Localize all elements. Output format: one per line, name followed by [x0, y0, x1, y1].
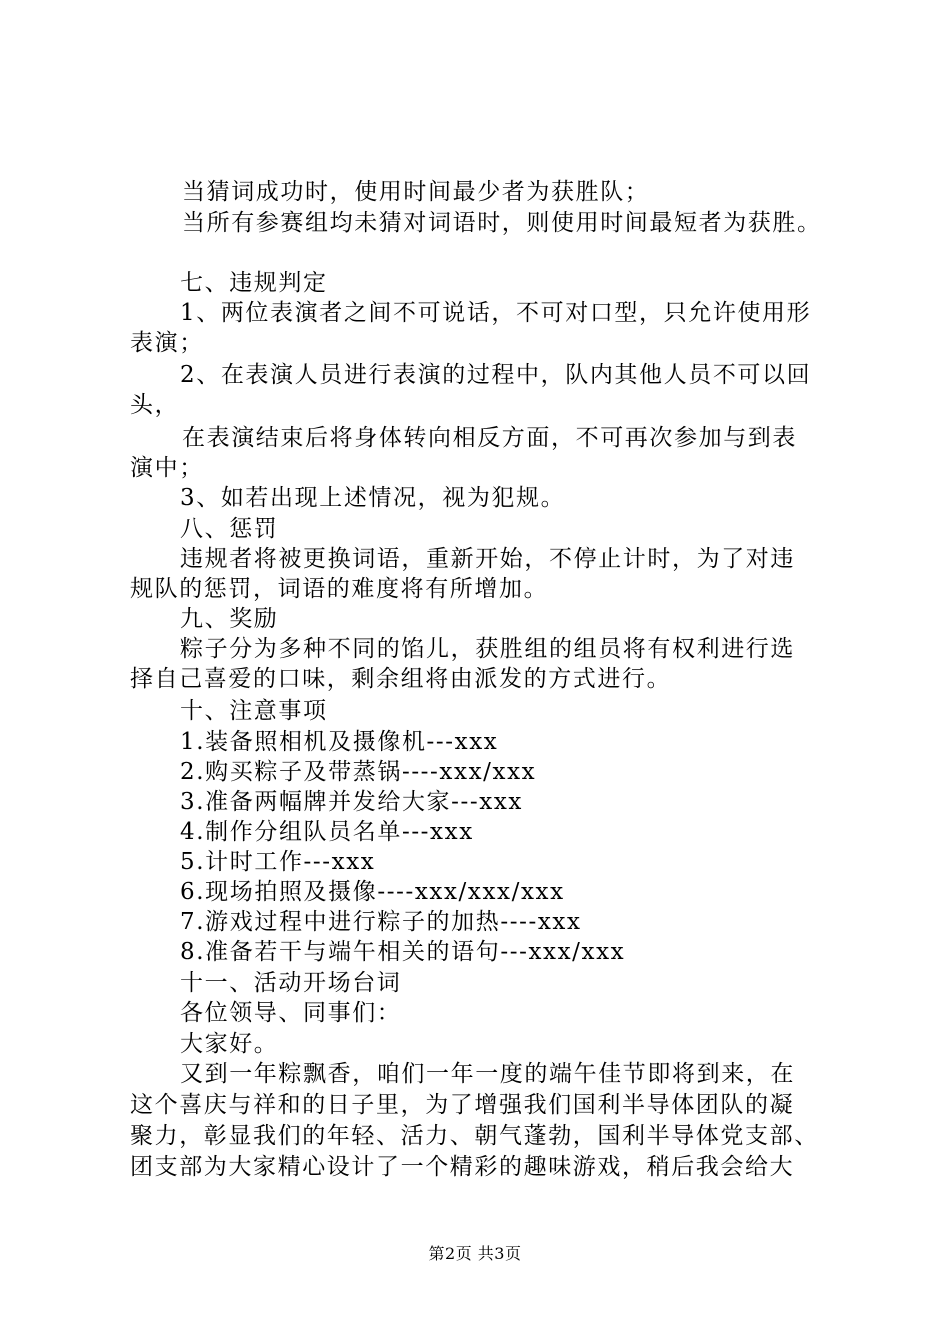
text-line: 演中； [130, 455, 204, 481]
text-line: 大家好。 [180, 1031, 279, 1057]
section-heading: 九、奖励 [180, 606, 279, 632]
text-line: 2、在表演人员进行表演的过程中，队内其他人员不可以回 [180, 362, 812, 388]
list-item: 3.准备两幅牌并发给大家---xxx [180, 789, 523, 815]
list-item: 4.制作分组队员名单---xxx [180, 819, 474, 845]
text-line: 头， [130, 392, 180, 418]
list-item: 6.现场拍照及摄像----xxx/xxx/xxx [180, 879, 565, 905]
text-line: 当所有参赛组均未猜对词语时，则使用时间最短者为获胜。 [182, 210, 822, 236]
text-line: 择自己喜爱的口味，剩余组将由派发的方式进行。 [130, 666, 672, 692]
text-line: 1、两位表演者之间不可说话，不可对口型，只允许使用形 [180, 300, 812, 326]
text-line: 在表演结束后将身体转向相反方面，不可再次参加与到表 [182, 425, 797, 451]
page-footer: 第2页 共3页 [428, 1244, 522, 1263]
text-line: 这个喜庆与祥和的日子里，为了增强我们国利半导体团队的凝 [130, 1092, 795, 1118]
text-line: 违规者将被更换词语，重新开始，不停止计时，为了对违 [180, 546, 795, 572]
text-line: 3、如若出现上述情况，视为犯规。 [180, 485, 566, 511]
list-item: 2.购买粽子及带蒸锅----xxx/xxx [180, 759, 537, 785]
list-item: 7.游戏过程中进行粽子的加热----xxx [180, 909, 582, 935]
text-line: 各位领导、同事们： [180, 1000, 402, 1026]
section-heading: 十一、活动开场台词 [180, 970, 402, 996]
text-line: 粽子分为多种不同的馅儿，获胜组的组员将有权利进行选 [180, 636, 795, 662]
text-line: 表演； [130, 330, 204, 356]
text-line: 当猜词成功时，使用时间最少者为获胜队； [182, 179, 650, 205]
section-heading: 八、惩罚 [180, 516, 279, 542]
text-line: 又到一年粽飘香，咱们一年一度的端午佳节即将到来，在 [180, 1061, 795, 1087]
list-item: 8.准备若干与端午相关的语句---xxx/xxx [180, 939, 626, 965]
text-line: 规队的惩罚，词语的难度将有所增加。 [130, 576, 549, 602]
text-line: 团支部为大家精心设计了一个精彩的趣味游戏，稍后我会给大 [130, 1154, 795, 1180]
section-heading: 七、违规判定 [180, 270, 328, 296]
text-line: 聚力，彰显我们的年轻、活力、朝气蓬勃，国利半导体党支部、 [130, 1123, 819, 1149]
list-item: 1.装备照相机及摄像机---xxx [180, 729, 499, 755]
list-item: 5.计时工作---xxx [180, 849, 376, 875]
section-heading: 十、注意事项 [180, 698, 328, 724]
